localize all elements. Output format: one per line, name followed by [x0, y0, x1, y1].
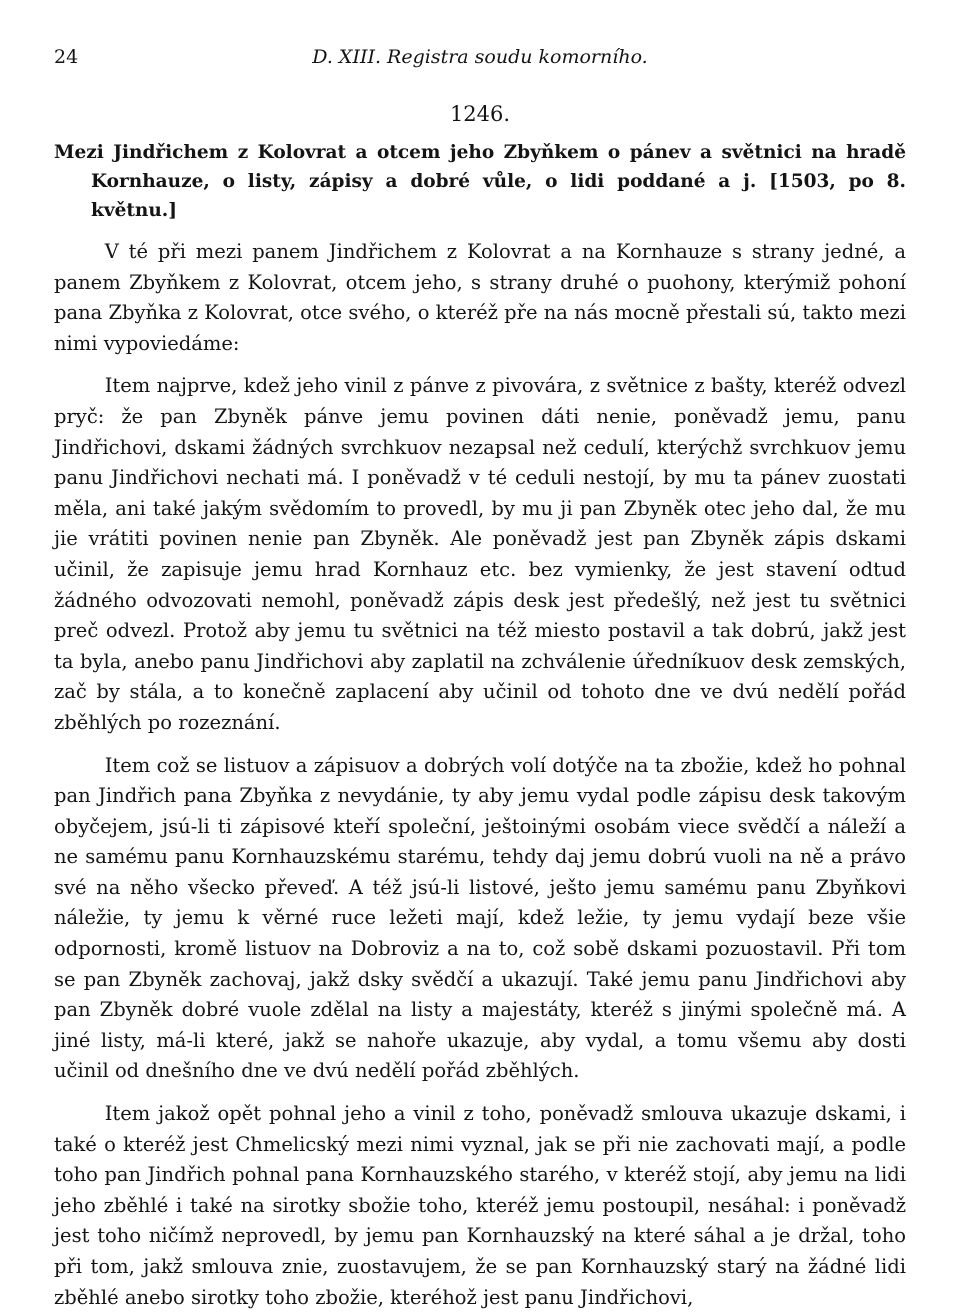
- running-title: D. XIII. Registra soudu komorního.: [312, 46, 648, 68]
- paragraph: Item což se listuov a zápisuov a dobrých volí dotýče na ta zbožie, kdež ho pohnal pan Jindřich pana Zbyňka z nevydánie, ty aby jemu vydal podle zápisu desk takovým obyčejem, jsú-li ti zápisové kteří společní, ještoinými osobám viece svědčí a náleží a ne samému panu Kornhauzskému starému, tehdy daj jemu dobrú vuoli na ně a právo své na něho všecko převeď. A též jsú-li listové, ješto jemu samému panu Zbyňkovi náležie, ty jemu k věrné ruce ležeti mají, kdež ležie, ty jemu vydají beze všie odpornosti, kromě listuov na Dobroviz a na to, což sobě dskami pozuostavil. Při tom se pan Zbyněk zachovaj, jakž dsky svědčí a ukazují. Také jemu panu Jindřichovi aby pan Zbyněk dobré vuole zdělal na listy a majestáty, kteréž s jinými společně má. A jiné listy, má-li které, jakž se nahoře ukazuje, aby vydal, a tomu všemu aby dosti učinil od dnešního dne ve dvú nedělí pořád zběhlých.: [54, 753, 906, 1083]
- running-header: [54, 40, 906, 78]
- page-number: 24: [54, 46, 79, 68]
- entry-regest: Mezi Jindřichem z Kolovrat a otcem jeho Zbyňkem o pánev a světnici na hradě Kornhauze, o listy, zápisy a dobré vůle, o lidi poddané a j. [1503, po 8. květnu.]: [54, 142, 906, 221]
- paragraph: V té při mezi panem Jindřichem z Kolovrat a na Kornhauze s strany jedné, a panem Zbyňkem z Kolovrat, otcem jeho, s strany druhé o puohony, kterýmiž pohoní pana Zbyňka z Kolovrat, otce svého, o kteréž pře na nás mocně přestali sú, takto mezi nimi vypoviedáme:: [54, 240, 906, 355]
- entry-number: 1246.: [449, 102, 511, 126]
- paragraph: Item najprve, kdež jeho vinil z pánve z pivovára, z světnice z bašty, kteréž odvezl pryč: že pan Zbyněk pánve jemu povinen dáti nenie, poněvadž jemu, panu Jindřichovi, dskami žádných svrchkuov nezapsal než cedulí, kterýchž svrchkuov jemu panu Jindřichovi nechati má. I poněvadž v té ceduli nestojí, by mu ta pánev zuostati měla, ani také jakým svědomím to provedl, by mu ji pan Zbyněk otec jeho dal, že mu jie vrátiti povinen nenie pan Zbyněk. Ale poněvadž jest pan Zbyněk zápis dskami učinil, že zapisuje jemu hrad Kornhauz etc. bez vymienky, že jest stavení odtud žádného odvozovati nemohl, poněvadž zápis desk jest předešlý, než jest tu světnici preč odvezl. Protož aby jemu tu světnici na též miesto postavil a tak dobrú, jakž jest ta byla, anebo panu Jindřichovi aby zaplatil na zchválenie úředníkuov desk zemských, zač by stála, a to konečně zaplacení aby učinil od tohoto dne ve dvú nedělí pořád zběhlých po rozeznání.: [54, 374, 906, 734]
- paragraph: Item jakož opět pohnal jeho a vinil z toho, poněvadž smlouva ukazuje dskami, i také o kteréž jest Chmelicský mezi nimi vyznal, jak se při nie zachovati mají, a podle toho pan Jindřich pohnal pana Kornhauzského starého, v kteréž stojí, aby jemu na lidi jeho zběhlé i také na sirotky sbožie toho, kteréž jemu postoupil, nesáhal: i poněvadž jest toho ničímž neprovedl, by jemu pan Kornhauzský na které sáhal a je držal, toho při tom, jakž smlouva znie, zuostavujem, že se pan Kornhauzský starý na žádné lidi zběhlé anebo sirotky toho zbožie, kteréhož jest panu Jindřichovi,: [54, 1102, 906, 1309]
